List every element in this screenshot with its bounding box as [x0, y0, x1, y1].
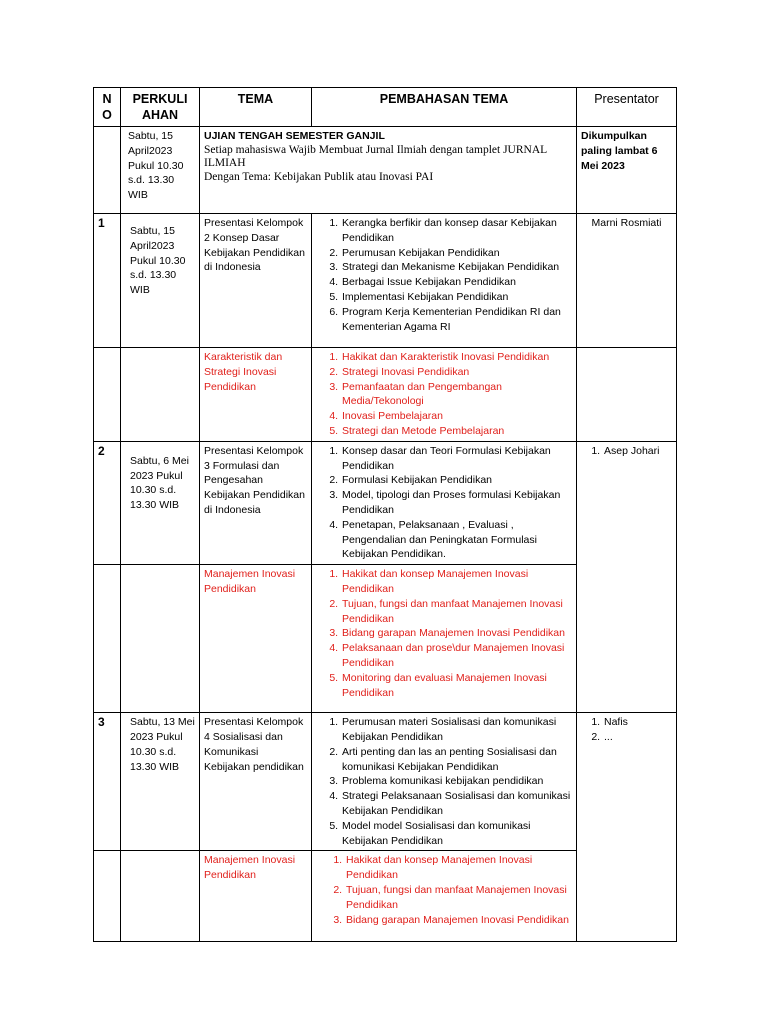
row-1-no: 1	[94, 214, 121, 348]
list-item: 2. Tujuan, fungsi dan manfaat Manajemen Inovasi Pendidikan	[341, 597, 572, 627]
row-2-tema: Presentasi Kelompok 3 Formulasi dan Pengesahan Kebijakan Pendidikan di Indonesia	[200, 441, 312, 564]
header-tema: TEMA	[200, 88, 312, 127]
row-2-sub-items	[312, 565, 577, 713]
uts-title: UJIAN TENGAH SEMESTER GANJIL	[204, 130, 385, 142]
uts-line1: Setiap mahasiswa Wajib Membuat Jurnal Ilmiah dengan tamplet JURNAL ILMIAH	[204, 143, 547, 170]
list-item: 3. Bidang garapan Manajemen Inovasi Pendidikan	[341, 626, 572, 641]
list-item: 5. Model model Sosialisasi dan komunikasi Kebijakan Pendidikan	[341, 819, 572, 849]
uts-no-cell	[94, 127, 121, 214]
uts-row	[94, 127, 677, 214]
row-3-date: Sabtu, 13 Mei 2023 Pukul 10.30 s.d. 13.30 WIB	[121, 713, 200, 851]
row-3-item-list	[316, 715, 572, 848]
row-3-tema: Presentasi Kelompok 4 Sosialisasi dan Komunikasi Kebijakan pendidikan	[200, 713, 312, 851]
list-item: 3. Model, tipologi dan Proses formulasi Kebijakan Pendidikan	[341, 488, 572, 518]
row-1-sub	[94, 348, 677, 442]
row-2-sub-tema: Manajemen Inovasi Pendidikan	[200, 565, 312, 713]
list-item: 3. Strategi dan Mekanisme Kebijakan Pendidikan	[341, 260, 572, 275]
row-1-items	[312, 214, 577, 348]
row-3-presentator	[577, 713, 677, 942]
header-row	[94, 88, 677, 127]
uts-line2: Dengan Tema: Kebijakan Publik atau Inovasi PAI	[204, 170, 434, 183]
row-1-sub-no	[94, 348, 121, 442]
row-2-sub-item-list	[316, 567, 572, 700]
list-item: 4. Penetapan, Pelaksanaan , Evaluasi , Pengendalian dan Peningkatan Formulasi Kebijakan Pendidikan.	[341, 518, 572, 562]
list-item: 2. ...	[603, 730, 672, 745]
row-2-item-list	[316, 444, 572, 562]
list-item: 4. Berbagai Issue Kebijakan Pendidikan	[341, 275, 572, 290]
row-1-sub-tema: Karakteristik dan Strategi Inovasi Pendidikan	[200, 348, 312, 442]
uts-description	[200, 127, 577, 214]
header-no: N O	[94, 88, 121, 127]
row-2-sub-date	[121, 565, 200, 713]
row-3-presentator-list	[581, 715, 672, 745]
row-2-presentator-list	[581, 444, 672, 459]
list-item: 3. Bidang garapan Manajemen Inovasi Pendidikan	[345, 913, 572, 928]
header-pembahasan: PEMBAHASAN TEMA	[312, 88, 577, 127]
list-item: 4. Strategi Pelaksanaan Sosialisasi dan komunikasi Kebijakan Pendidikan	[341, 789, 572, 819]
list-item: 1. Kerangka berfikir dan konsep dasar Kebijakan Pendidikan	[341, 216, 572, 246]
row-1-sub-item-list	[316, 350, 572, 439]
list-item: 5. Monitoring dan evaluasi Manajemen Inovasi Pendidikan	[341, 671, 572, 701]
row-3-sub-items	[312, 851, 577, 942]
row-2-sub-no	[94, 565, 121, 713]
list-item: 1. Hakikat dan konsep Manajemen Inovasi Pendidikan	[345, 853, 572, 883]
row-1-item-list	[316, 216, 572, 334]
row-3-sub-date	[121, 851, 200, 942]
list-item: 2. Tujuan, fungsi dan manfaat Manajemen Inovasi Pendidikan	[345, 883, 572, 913]
row-1-presentator: Marni Rosmiati	[577, 214, 677, 348]
list-item: 2. Arti penting dan las an penting Sosialisasi dan komunikasi Kebijakan Pendidikan	[341, 745, 572, 775]
row-2-date: Sabtu, 6 Mei 2023 Pukul 10.30 s.d. 13.30 WIB	[121, 441, 200, 564]
header-perkuliahan: PERKULI AHAN	[121, 88, 200, 127]
list-item: 1. Hakikat dan Karakteristik Inovasi Pendidikan	[341, 350, 572, 365]
row-3-sub-no	[94, 851, 121, 942]
list-item: 5. Implementasi Kebijakan Pendidikan	[341, 290, 572, 305]
row-1-sub-items	[312, 348, 577, 442]
row-1-date: Sabtu, 15 April2023 Pukul 10.30 s.d. 13.30 WIB	[121, 214, 200, 348]
list-item: 4. Pelaksanaan dan prose\dur Manajemen Inovasi Pendidikan	[341, 641, 572, 671]
row-1-tema: Presentasi Kelompok 2 Konsep Dasar Kebijakan Pendidikan di Indonesia	[200, 214, 312, 348]
row-1	[94, 214, 677, 348]
list-item: 6. Program Kerja Kementerian Pendidikan RI dan Kementerian Agama RI	[341, 305, 572, 335]
uts-presentator: Dikumpulkan paling lambat 6 Mei 2023	[577, 127, 677, 214]
row-2-no: 2	[94, 441, 121, 564]
list-item: 3. Pemanfaatan dan Pengembangan Media/Tekonologi	[341, 380, 572, 410]
list-item: 1. Hakikat dan konsep Manajemen Inovasi Pendidikan	[341, 567, 572, 597]
list-item: 4. Inovasi Pembelajaran	[341, 409, 572, 424]
row-1-sub-presentator	[577, 348, 677, 442]
row-3-sub-item-list	[316, 853, 572, 927]
row-3	[94, 713, 677, 851]
row-3-items	[312, 713, 577, 851]
list-item: 2. Perumusan Kebijakan Pendidikan	[341, 246, 572, 261]
list-item: 3. Problema komunikasi kebijakan pendidikan	[341, 774, 572, 789]
row-2	[94, 441, 677, 564]
uts-date: Sabtu, 15 April2023 Pukul 10.30 s.d. 13.30 WIB	[121, 127, 200, 214]
row-3-sub-tema: Manajemen Inovasi Pendidikan	[200, 851, 312, 942]
list-item: 1. Konsep dasar dan Teori Formulasi Kebijakan Pendidikan	[341, 444, 572, 474]
row-1-sub-date	[121, 348, 200, 442]
schedule-table	[93, 87, 677, 942]
header-presentator: Presentator	[577, 88, 677, 127]
list-item: 1. Perumusan materi Sosialisasi dan komunikasi Kebijakan Pendidikan	[341, 715, 572, 745]
list-item: 1. Asep Johari	[603, 444, 672, 459]
list-item: 1. Nafis	[603, 715, 672, 730]
row-2-presentator	[577, 441, 677, 712]
row-3-no: 3	[94, 713, 121, 851]
list-item: 5. Strategi dan Metode Pembelajaran	[341, 424, 572, 439]
list-item: 2. Formulasi Kebijakan Pendidikan	[341, 473, 572, 488]
row-2-items	[312, 441, 577, 564]
list-item: 2. Strategi Inovasi Pendidikan	[341, 365, 572, 380]
